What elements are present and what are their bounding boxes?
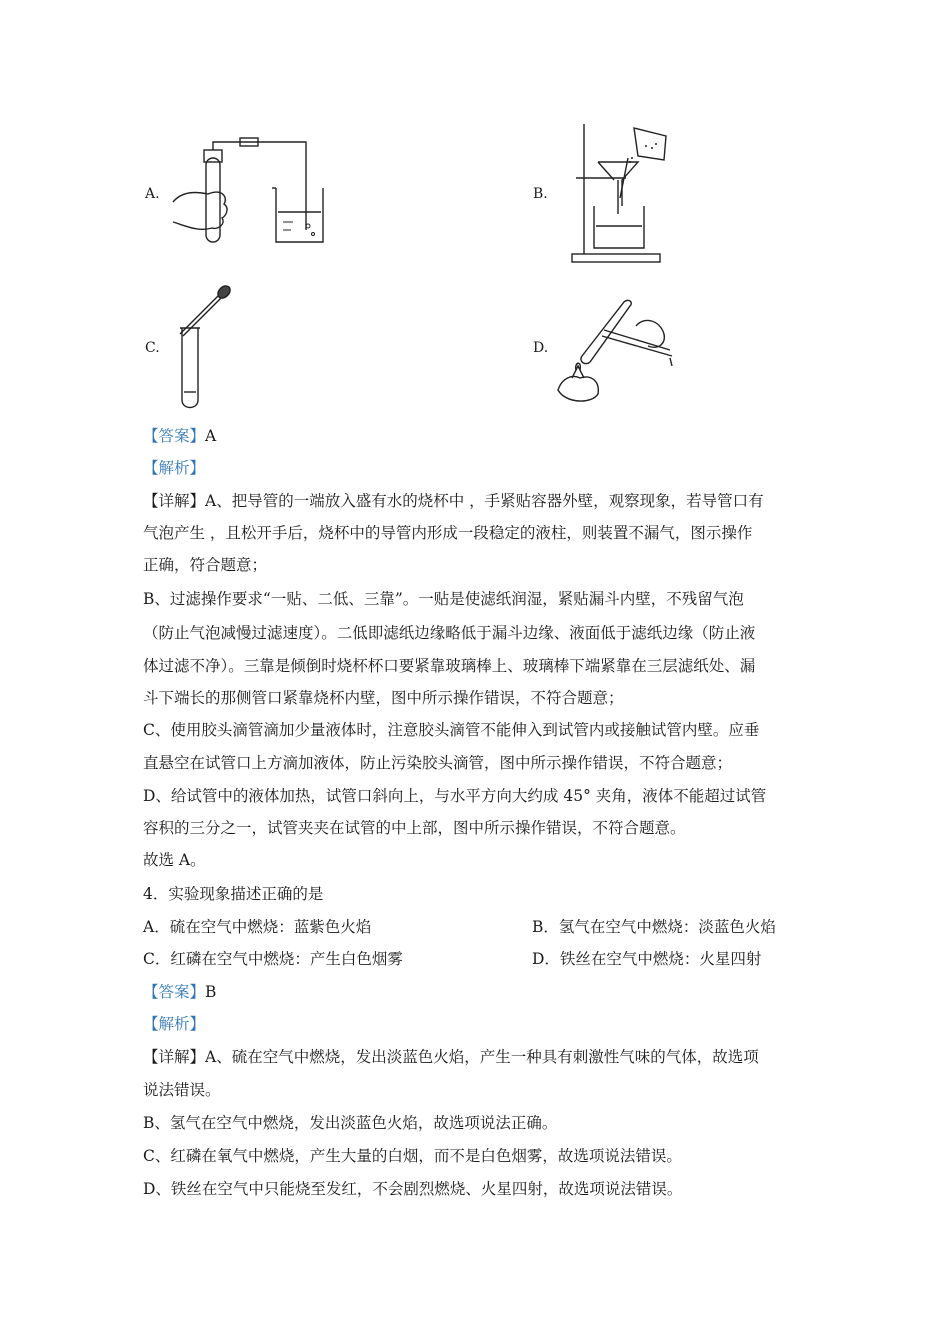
detail-tag: 【详解】 <box>143 492 206 510</box>
q4-option-d: D．铁丝在空气中燃烧：火星四射 <box>532 950 762 968</box>
q3-conclusion: 故选 A。 <box>143 851 206 869</box>
q4-detail-line: C、红磷在氧气中燃烧，产生大量的白烟，而不是白色烟雾，故选项说法错误。 <box>143 1147 682 1165</box>
q3-detail-line: 气泡产生 ，且松开手后，烧杯中的导管内形成一段稳定的液柱，则装置不漏气，图示操作 <box>143 524 753 542</box>
analysis-tag: 【解析】 <box>143 1015 206 1033</box>
q4-option-a: A．硫在空气中燃烧：蓝紫色火焰 <box>143 918 372 936</box>
q4-analysis-heading <box>143 1014 813 1034</box>
q4-option-b: B．氢气在空气中燃烧：淡蓝色火焰 <box>532 918 776 936</box>
figure-d-label: D. <box>533 340 549 356</box>
q4-detail-line <box>143 1047 813 1067</box>
detail-text: A、硫在空气中燃烧，发出淡蓝色火焰，产生一种具有刺激性气味的气体，故选项 <box>205 1048 759 1066</box>
q4-answer <box>143 982 813 1002</box>
q3-detail-line: 正确，符合题意； <box>143 556 268 574</box>
q4-stem: 4．实验现象描述正确的是 <box>143 885 324 903</box>
figure-b-label: B. <box>533 186 548 202</box>
q3-detail-line: C、使用胶头滴管滴加少量液体时，注意胶头滴管不能伸入到试管内或接触试管内壁。应垂 <box>143 721 760 739</box>
q3-detail-line: 斗下端长的那侧管口紧靠烧杯内壁，图中所示操作错误，不符合题意； <box>143 689 624 707</box>
analysis-tag: 【解析】 <box>143 459 206 477</box>
q3-detail-line: D、给试管中的液体加热，试管口斜向上，与水平方向大约成 45° 夹角，液体不能超过试管 <box>143 787 767 805</box>
q3-analysis-heading <box>143 458 813 478</box>
answer-tag: 【答案】 <box>143 983 206 1001</box>
detail-text: A、把导管的一端放入盛有水的烧杯中 ，手紧贴容器外壁，观察现象，若导管口有 <box>205 492 764 510</box>
q4-detail-line: D、铁丝在空气中只能烧至发红，不会剧烈燃烧、火星四射，故选项说法错误。 <box>143 1180 683 1198</box>
q3-answer <box>143 426 813 446</box>
q4-option-c: C．红磷在空气中燃烧：产生白色烟雾 <box>143 950 403 968</box>
q3-detail-line: 体过滤不净）。三靠是倾倒时烧杯杯口要紧靠玻璃棒上、玻璃棒下端紧靠在三层滤纸处、漏 <box>143 657 756 675</box>
figure-a-label: A. <box>145 186 160 202</box>
q3-detail-line: 容积的三分之一，试管夹夹在试管的中上部，图中所示操作错误，不符合题意。 <box>143 819 686 837</box>
q3-detail-line: B、过滤操作要求“一贴、二低、三靠”。一贴是使滤纸润湿，紧贴漏斗内壁，不残留气泡 <box>143 590 744 608</box>
q4-detail-line: 说法错误。 <box>143 1081 221 1099</box>
figure-b-filtration <box>568 118 688 268</box>
answer-value: A <box>205 427 217 445</box>
detail-tag: 【详解】 <box>143 1048 206 1066</box>
figure-a-airtightness-check <box>168 130 328 250</box>
answer-tag: 【答案】 <box>143 427 206 445</box>
q4-detail-line: B、氢气在空气中燃烧，发出淡蓝色火焰，故选项说法正确。 <box>143 1114 558 1132</box>
q3-detail-line <box>143 491 813 511</box>
answer-value: B <box>205 983 217 1001</box>
q3-detail-line: 直悬空在试管口上方滴加液体，防止污染胶头滴管，图中所示操作错误，不符合题意； <box>143 754 733 772</box>
q3-detail-line: （防止气泡减慢过滤速度）。二低即滤纸边缘略低于漏斗边缘、液面低于滤纸边缘（防止液 <box>143 624 756 642</box>
figure-c-dropper <box>172 284 242 410</box>
figure-c-label: C. <box>145 340 160 356</box>
figure-d-heating <box>552 286 692 412</box>
